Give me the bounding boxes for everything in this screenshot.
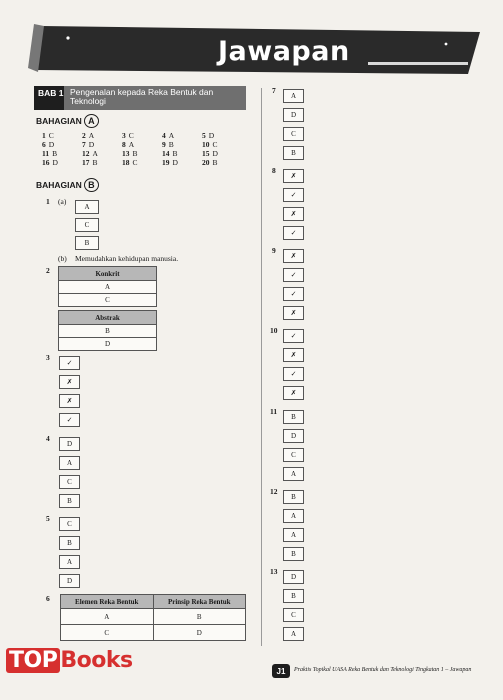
table-header: Elemen Reka Bentuk [61, 595, 154, 609]
answer-letter: C [132, 158, 138, 167]
q12-answer-box: A [283, 509, 304, 523]
answer-number: 12 [82, 149, 90, 158]
table-cell: B [59, 325, 157, 338]
q10-answer-box: ✗ [283, 386, 304, 400]
answer-item [122, 140, 162, 149]
q13-answer-box: C [283, 608, 304, 622]
q4-number: 4 [46, 434, 50, 443]
q11-answer-box: A [283, 467, 304, 481]
q5-answer-box: A [59, 555, 80, 569]
answer-item [122, 131, 162, 140]
answer-number: 3 [122, 131, 126, 140]
q3-answer-box: ✓ [59, 356, 80, 370]
answer-item [82, 131, 122, 140]
answer-letter: C [212, 140, 218, 149]
table-header: Prinsip Reka Bentuk [153, 595, 246, 609]
answer-number: 18 [122, 158, 130, 167]
q6-table [60, 594, 246, 641]
answer-letter: A [128, 140, 135, 149]
section-a-answer-grid [42, 131, 242, 167]
answer-letter: A [88, 131, 95, 140]
table-cell: A [61, 609, 154, 625]
q2-abstrak-table [58, 310, 157, 351]
q5-number: 5 [46, 514, 50, 523]
answer-letter: B [168, 140, 174, 149]
q3-answer-box: ✗ [59, 375, 80, 389]
q5-answer-box: C [59, 517, 80, 531]
q2-konkrit-table [58, 266, 157, 307]
table-cell: D [59, 338, 157, 351]
chapter-header [34, 86, 246, 110]
page-number: J1 [272, 664, 290, 678]
q8-answer-box: ✗ [283, 169, 304, 183]
q4-answer-box: C [59, 475, 80, 489]
answer-letter: D [212, 149, 218, 158]
q1-part-b-answer: Memudahkan kehidupan manusia. [75, 254, 179, 263]
answer-number: 4 [162, 131, 166, 140]
q7-answer-box: D [283, 108, 304, 122]
q12-number: 12 [270, 487, 278, 496]
answer-number: 14 [162, 149, 170, 158]
q10-answer-box: ✓ [283, 329, 304, 343]
answer-letter: C [48, 131, 54, 140]
answer-number: 7 [82, 140, 86, 149]
q8-answer-box: ✓ [283, 226, 304, 240]
column-divider [261, 88, 262, 646]
q6-number: 6 [46, 594, 50, 603]
page-title: Jawapan [218, 36, 350, 67]
chapter-title: Pengenalan kepada Reka Bentuk dan Teknologi [70, 87, 214, 106]
answer-item [42, 149, 82, 158]
answer-letter: D [48, 140, 55, 149]
q1-answer-box: A [75, 200, 99, 214]
answer-letter: B [172, 149, 178, 158]
answer-number: 19 [162, 158, 170, 167]
table-cell: B [153, 609, 246, 625]
answer-item [202, 158, 242, 167]
q5-answer-box: D [59, 574, 80, 588]
q11-answer-box: C [283, 448, 304, 462]
q4-answer-box: A [59, 456, 80, 470]
logo-books: Books [60, 648, 133, 673]
answer-number: 16 [42, 158, 50, 167]
q9-answer-box: ✗ [283, 306, 304, 320]
q10-answer-box: ✓ [283, 367, 304, 381]
q3-answer-box: ✓ [59, 413, 80, 427]
answer-number: 6 [42, 140, 46, 149]
q7-number: 7 [272, 86, 276, 95]
logo-top: TOP [6, 648, 60, 673]
answer-letter: C [128, 131, 134, 140]
q5-answer-box: B [59, 536, 80, 550]
answer-number: 17 [82, 158, 90, 167]
q13-answer-box: A [283, 627, 304, 641]
table-cell: C [59, 294, 157, 307]
table-header: Abstrak [59, 311, 157, 325]
answer-letter: D [172, 158, 178, 167]
answer-item [162, 131, 202, 140]
answer-letter: B [132, 149, 138, 158]
q1-number: 1 [46, 197, 50, 206]
answer-letter: D [208, 131, 215, 140]
answer-item [122, 149, 162, 158]
section-b-letter: B [84, 178, 99, 192]
q11-answer-box: B [283, 410, 304, 424]
q8-answer-box: ✓ [283, 188, 304, 202]
answer-item [122, 158, 162, 167]
table-cell: A [59, 281, 157, 294]
q3-number: 3 [46, 353, 50, 362]
table-header: Konkrit [59, 267, 157, 281]
q1-part-a-label: (a) [58, 197, 67, 206]
answer-item [202, 131, 242, 140]
table-cell: C [61, 625, 154, 641]
q11-number: 11 [270, 407, 278, 416]
q10-number: 10 [270, 326, 278, 335]
q4-answer-box: B [59, 494, 80, 508]
q1-part-b-label: (b) [58, 254, 67, 263]
answer-number: 5 [202, 131, 206, 140]
answer-item [202, 140, 242, 149]
q9-answer-box: ✓ [283, 268, 304, 282]
q12-answer-box: B [283, 547, 304, 561]
q7-answer-box: B [283, 146, 304, 160]
answer-item [42, 131, 82, 140]
q3-answer-box: ✗ [59, 394, 80, 408]
topbooks-logo [6, 648, 133, 673]
footer-text: Praktis Topikal UASA Reka Bentuk dan Teknologi Tingkatan 1 – Jawapan [294, 667, 472, 673]
q9-answer-box: ✗ [283, 249, 304, 263]
answer-item [42, 140, 82, 149]
answer-letter: B [52, 149, 58, 158]
q13-answer-box: D [283, 570, 304, 584]
answer-letter: A [92, 149, 98, 158]
chapter-tag: BAB 1 [34, 86, 64, 110]
answer-number: 9 [162, 140, 166, 149]
q1-answer-box: B [75, 236, 99, 250]
answer-number: 11 [42, 149, 50, 158]
title-banner [28, 24, 488, 76]
answer-number: 8 [122, 140, 126, 149]
q7-answer-box: C [283, 127, 304, 141]
answer-number: 10 [202, 140, 210, 149]
answer-item [82, 149, 122, 158]
q12-answer-box: B [283, 490, 304, 504]
answer-number: 13 [122, 149, 130, 158]
q1-answer-box: C [75, 218, 99, 232]
section-a-label: BAHAGIAN [36, 116, 82, 126]
answer-number: 2 [82, 131, 86, 140]
q13-number: 13 [270, 567, 278, 576]
section-b-label: BAHAGIAN [36, 180, 82, 190]
answer-item [82, 140, 122, 149]
answer-item [42, 158, 82, 167]
answer-item [82, 158, 122, 167]
q10-answer-box: ✗ [283, 348, 304, 362]
q8-answer-box: ✗ [283, 207, 304, 221]
q4-answer-box: D [59, 437, 80, 451]
answer-letter: B [212, 158, 218, 167]
answer-letter: A [168, 131, 175, 140]
answer-item [162, 140, 202, 149]
section-b-heading [36, 178, 99, 192]
q2-number: 2 [46, 266, 50, 275]
answer-letter: D [52, 158, 58, 167]
section-a-letter: A [84, 114, 99, 128]
answer-letter: B [92, 158, 98, 167]
answer-number: 15 [202, 149, 210, 158]
answer-letter: D [88, 140, 95, 149]
q13-answer-box: B [283, 589, 304, 603]
q8-number: 8 [272, 166, 276, 175]
q9-answer-box: ✓ [283, 287, 304, 301]
q9-number: 9 [272, 246, 276, 255]
q12-answer-box: A [283, 528, 304, 542]
answer-item [162, 149, 202, 158]
q11-answer-box: D [283, 429, 304, 443]
q7-answer-box: A [283, 89, 304, 103]
table-cell: D [153, 625, 246, 641]
answer-number: 1 [42, 131, 46, 140]
section-a-heading [36, 114, 99, 128]
answer-number: 20 [202, 158, 210, 167]
answer-item [162, 158, 202, 167]
answer-item [202, 149, 242, 158]
